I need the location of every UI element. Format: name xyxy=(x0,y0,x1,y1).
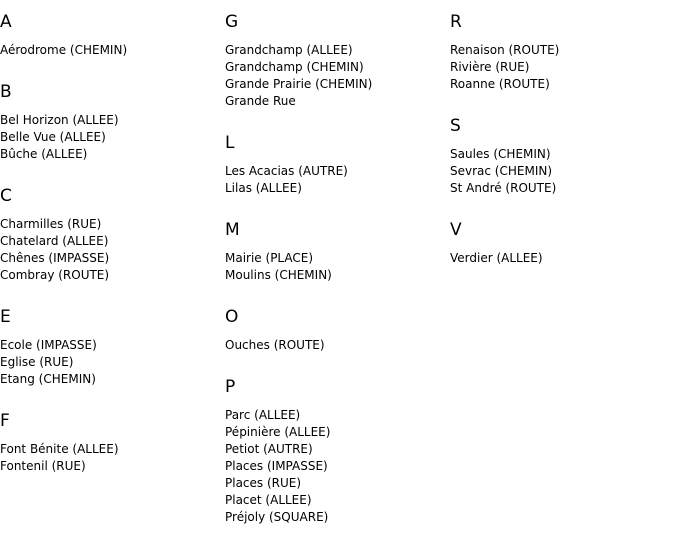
street-name: Parc (ALLEE) xyxy=(225,408,301,422)
street-index-column-3 xyxy=(450,11,670,289)
street-name: Roanne (ROUTE) xyxy=(450,77,550,91)
street-name: Renaison (ROUTE) xyxy=(450,43,560,57)
street-name: Fontenil (RUE) xyxy=(0,459,86,473)
letter-group xyxy=(0,185,220,284)
street-name: Grande Prairie (CHEMIN) xyxy=(225,77,373,91)
letter-group xyxy=(225,306,445,354)
section-letter-heading: S xyxy=(450,116,461,136)
street-name: Rivière (RUE) xyxy=(450,60,530,74)
letter-group xyxy=(0,81,220,163)
street-name: Bûche (ALLEE) xyxy=(0,147,88,161)
section-letter-heading: B xyxy=(0,82,12,102)
letter-group xyxy=(225,219,445,284)
section-letter-heading: A xyxy=(0,12,12,32)
letter-group xyxy=(450,219,670,267)
letter-group xyxy=(450,115,670,197)
street-name: Lilas (ALLEE) xyxy=(225,181,302,195)
section-letter-heading: G xyxy=(225,12,239,32)
letter-group xyxy=(0,11,220,59)
street-name: Moulins (CHEMIN) xyxy=(225,268,332,282)
street-name: Verdier (ALLEE) xyxy=(450,251,543,265)
letter-group xyxy=(450,11,670,93)
street-name: Eglise (RUE) xyxy=(0,355,74,369)
street-name: Grande Rue xyxy=(225,94,296,108)
section-letter-heading: E xyxy=(0,307,11,327)
street-name: Sevrac (CHEMIN) xyxy=(450,164,553,178)
street-name: Belle Vue (ALLEE) xyxy=(0,130,106,144)
section-letter-heading: F xyxy=(0,411,10,431)
street-name: Charmilles (RUE) xyxy=(0,217,102,231)
street-name: Chênes (IMPASSE) xyxy=(0,251,110,265)
street-name: Chatelard (ALLEE) xyxy=(0,234,109,248)
section-letter-heading: L xyxy=(225,133,235,153)
section-letter-heading: R xyxy=(450,12,462,32)
street-name: Saules (CHEMIN) xyxy=(450,147,551,161)
letter-group xyxy=(225,11,445,110)
street-name: Grandchamp (ALLEE) xyxy=(225,43,353,57)
section-letter-heading: M xyxy=(225,220,240,240)
street-name: Les Acacias (AUTRE) xyxy=(225,164,348,178)
street-index-column-1 xyxy=(0,11,220,497)
letter-group xyxy=(225,376,445,526)
street-name: Préjoly (SQUARE) xyxy=(225,510,329,524)
street-name: Bel Horizon (ALLEE) xyxy=(0,113,119,127)
street-index-column-2 xyxy=(225,11,445,548)
section-letter-heading: V xyxy=(450,220,462,240)
street-name: Placet (ALLEE) xyxy=(225,493,312,507)
letter-group xyxy=(0,306,220,388)
street-name: Places (RUE) xyxy=(225,476,302,490)
section-letter-heading: P xyxy=(225,377,236,397)
street-name: Combray (ROUTE) xyxy=(0,268,110,282)
street-name: St André (ROUTE) xyxy=(450,181,557,195)
street-name: Ouches (ROUTE) xyxy=(225,338,325,352)
street-name: Petiot (AUTRE) xyxy=(225,442,313,456)
street-name: Pépinière (ALLEE) xyxy=(225,425,331,439)
street-name: Places (IMPASSE) xyxy=(225,459,328,473)
street-name: Font Bénite (ALLEE) xyxy=(0,442,119,456)
letter-group xyxy=(225,132,445,197)
street-name: Aérodrome (CHEMIN) xyxy=(0,43,128,57)
section-letter-heading: O xyxy=(225,307,239,327)
section-letter-heading: C xyxy=(0,186,12,206)
street-name: Ecole (IMPASSE) xyxy=(0,338,97,352)
letter-group xyxy=(0,410,220,475)
street-name: Mairie (PLACE) xyxy=(225,251,314,265)
street-name: Etang (CHEMIN) xyxy=(0,372,96,386)
street-name: Grandchamp (CHEMIN) xyxy=(225,60,364,74)
